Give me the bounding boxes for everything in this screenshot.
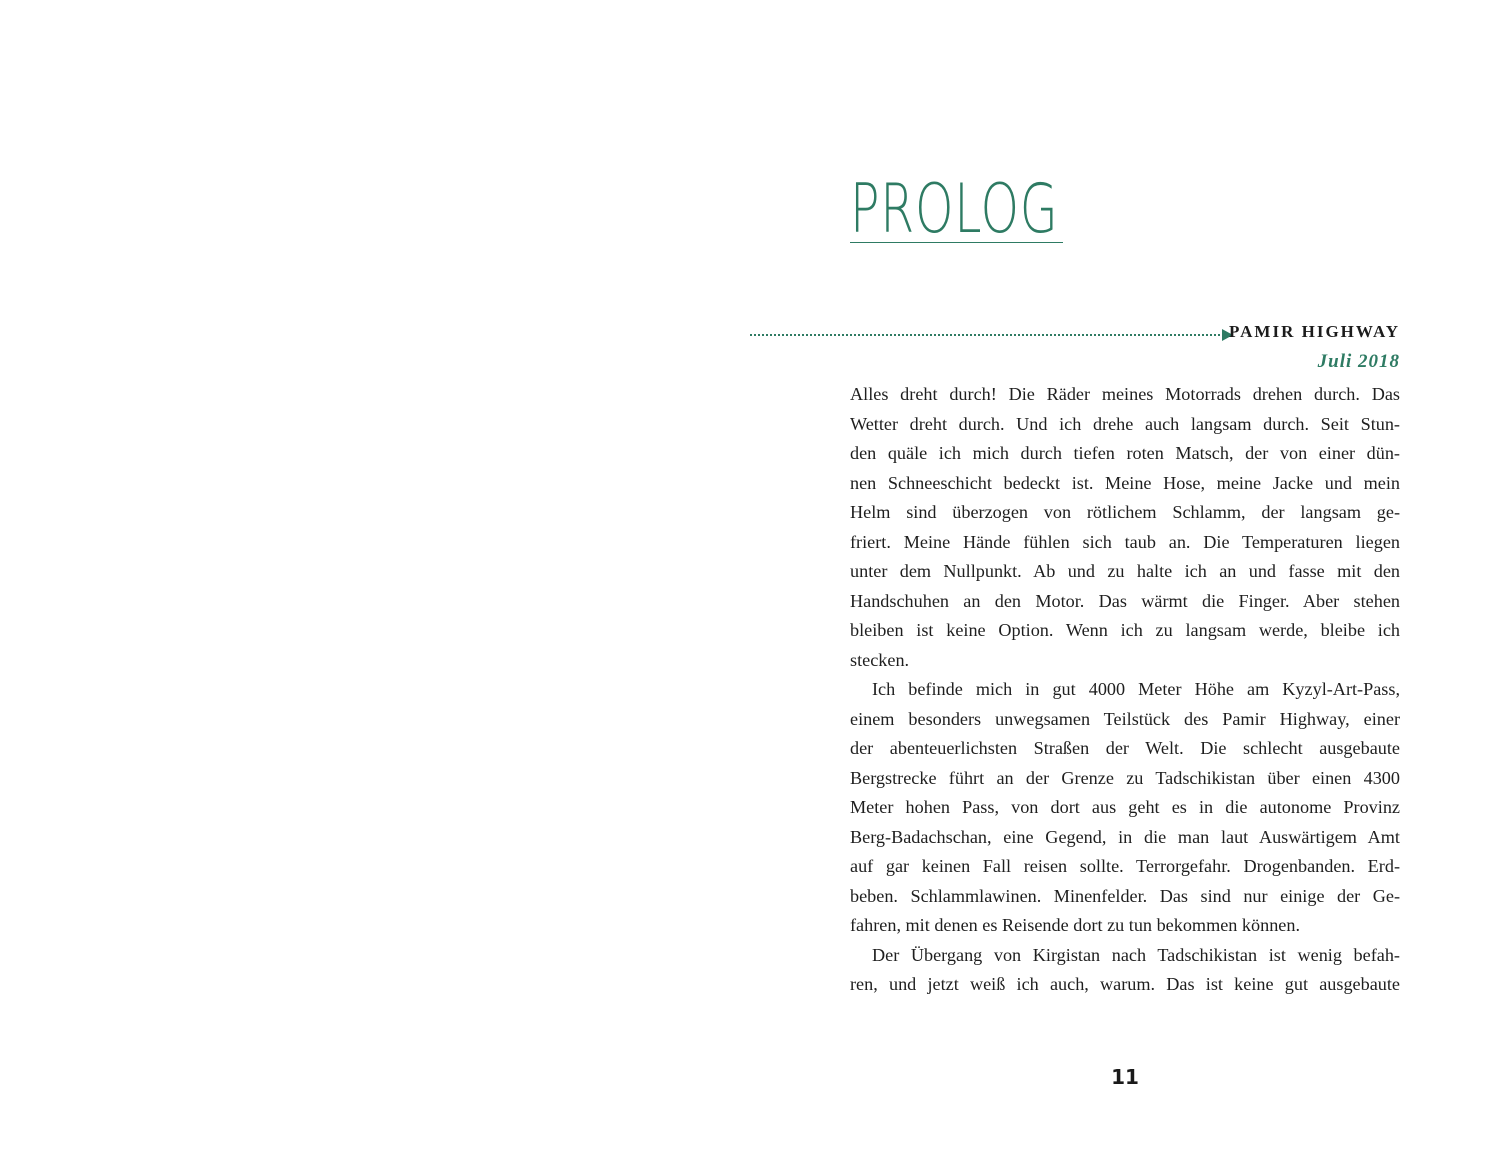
body-text — [850, 380, 1400, 1000]
text-line: ren, und jetzt weiß ich auch, warum. Das ist keine gut ausgebaute — [850, 974, 1400, 994]
text-line: beben. Schlammlawinen. Minenfelder. Das sind nur einige der Ge- — [850, 885, 1400, 906]
text-line: Berg-Badachschan, eine Gegend, in die man laut Auswärtigem Amt — [850, 826, 1400, 847]
text-line: stecken. — [850, 649, 910, 670]
title-underline — [850, 242, 1063, 243]
location-heading: PAMIR HIGHWAY — [1229, 322, 1400, 341]
text-line: der abenteuerlichsten Straßen der Welt. Die schlecht ausgebaute — [850, 738, 1400, 758]
text-line: Ich befinde mich in gut 4000 Meter Höhe am Kyzyl-Art-Pass, — [872, 679, 1400, 699]
text-line: bleiben ist keine Option. Wenn ich zu langsam werde, bleibe ich — [850, 620, 1400, 640]
right-page — [750, 0, 1500, 1167]
text-line: den quäle ich mich durch tiefen roten Matsch, der von einer dün- — [850, 443, 1400, 463]
page-number: 11 — [1111, 1065, 1139, 1089]
text-line: Handschuhen an den Motor. Das wärmt die Finger. Aber stehen — [850, 590, 1400, 611]
text-line: Wetter dreht durch. Und ich drehe auch langsam durch. Seit Stun- — [850, 413, 1400, 434]
chapter-title: PROLOG — [850, 170, 1059, 249]
date-heading: Juli 2018 — [1317, 351, 1400, 372]
text-line: Meter hohen Pass, von dort aus geht es in die autonome Provinz — [850, 797, 1400, 817]
text-line: Helm sind überzogen von rötlichem Schlamm, der langsam ge- — [850, 502, 1400, 522]
text-line: Bergstrecke führt an der Grenze zu Tadschikistan über einen 4300 — [850, 767, 1400, 788]
text-line: Der Übergang von Kirgistan nach Tadschikistan ist wenig befah- — [872, 944, 1400, 965]
text-line: auf gar keinen Fall reisen sollte. Terrorgefahr. Drogenbanden. Erd- — [850, 856, 1400, 876]
text-line: unter dem Nullpunkt. Ab und zu halte ich an und fasse mit den — [850, 561, 1400, 581]
text-line: fahren, mit denen es Reisende dort zu tun bekommen können. — [850, 915, 1301, 935]
text-line: Alles dreht durch! Die Räder meines Motorrads drehen durch. Das — [850, 384, 1400, 404]
text-line: nen Schneeschicht bedeckt ist. Meine Hose, meine Jacke und mein — [850, 472, 1400, 493]
dotted-leader-line — [750, 334, 1220, 336]
text-line: einem besonders unwegsamen Teilstück des Pamir Highway, einer — [850, 708, 1400, 729]
text-line: friert. Meine Hände fühlen sich taub an. Die Temperaturen liegen — [850, 531, 1400, 552]
